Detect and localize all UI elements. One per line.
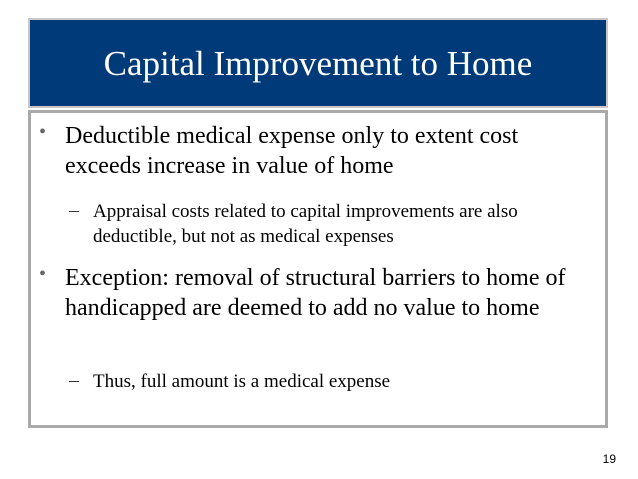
page-number: 19 <box>602 452 616 466</box>
content-box <box>28 110 608 428</box>
sub-bullet-text: Thus, full amount is a medical expense <box>93 371 391 392</box>
bullet-marker: • <box>39 121 47 143</box>
sub-bullet-marker: – <box>69 199 79 221</box>
sub-bullet-item <box>69 369 599 394</box>
bullet-item <box>39 263 599 323</box>
title-bar <box>28 18 608 108</box>
slide-title: Capital Improvement to Home <box>103 43 533 83</box>
sub-bullet-text: Appraisal costs related to capital improvements are also deductible, but not as medical expenses <box>93 201 518 247</box>
bullet-text: Deductible medical expense only to extent cost exceeds increase in value of home <box>65 123 519 179</box>
bullet-marker: • <box>39 263 47 285</box>
bullet-item <box>39 121 599 181</box>
sub-bullet-marker: – <box>69 369 79 391</box>
sub-bullet-item <box>69 199 599 249</box>
bullet-text: Exception: removal of structural barriers to home of handicapped are deemed to add no value to home <box>65 265 566 321</box>
